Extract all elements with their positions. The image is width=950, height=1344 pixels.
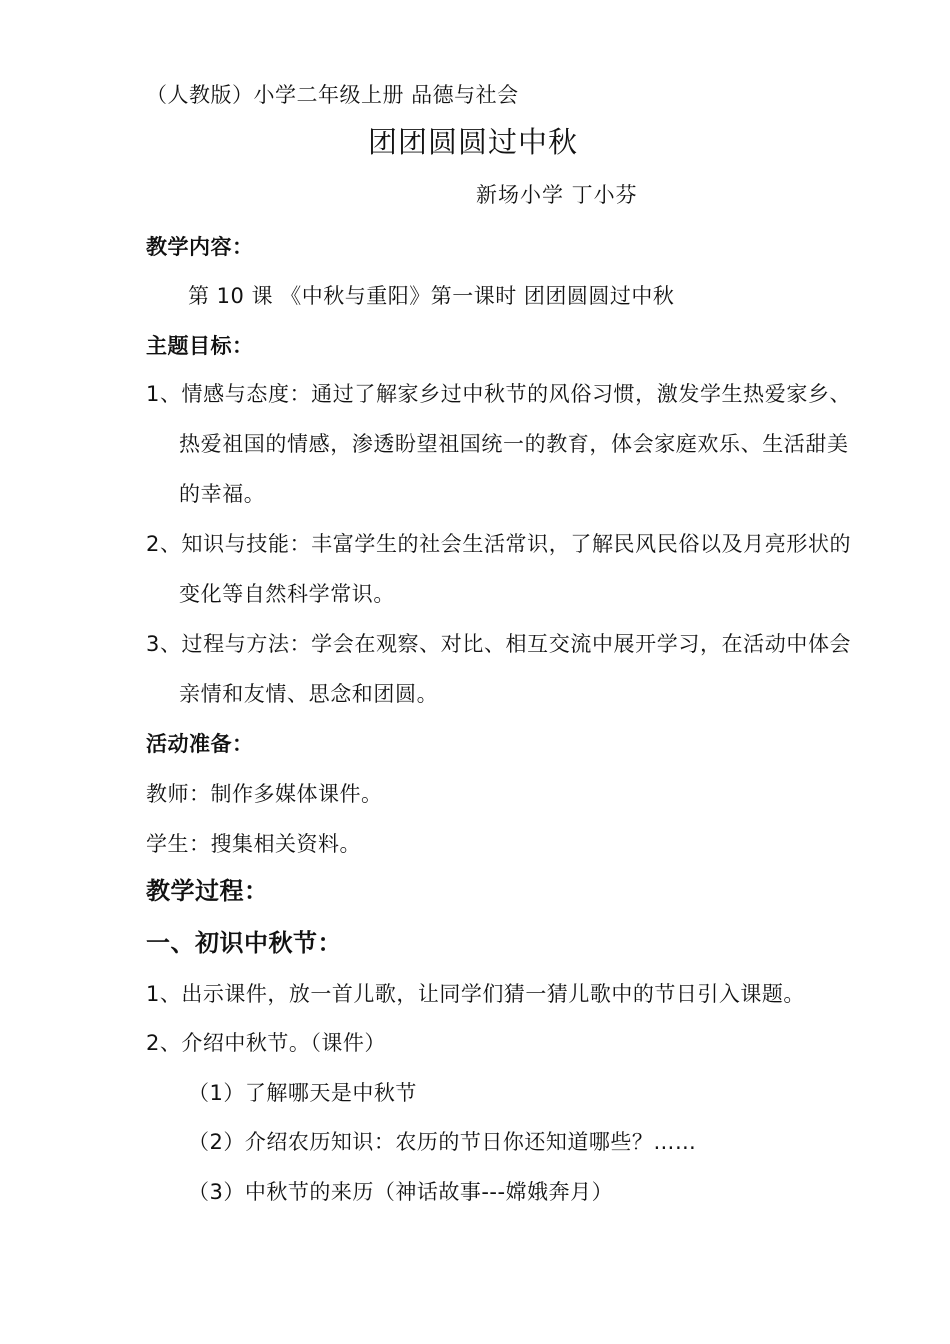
goal-item-3: 3、过程与方法：学会在观察、对比、相互交流中展开学习，在活动中体会亲情和友情、思念和团圆。 xyxy=(146,632,852,706)
author-line: 新场小学 丁小芬 xyxy=(476,183,638,207)
content-heading: 教学内容： xyxy=(146,235,254,259)
prep-student: 学生：搜集相关资料。 xyxy=(146,832,361,856)
content-text: 第 10 课 《中秋与重阳》第一课时 团团圆圆过中秋 xyxy=(188,284,675,308)
part1-item-1: 1、出示课件，放一首儿歌，让同学们猜一猜儿歌中的节日引入课题。 xyxy=(146,982,805,1006)
part1-item-2: 2、介绍中秋节。（课件） xyxy=(146,1031,386,1055)
process-heading: 教学过程： xyxy=(146,877,269,905)
part1-heading: 一、初识中秋节： xyxy=(146,929,342,957)
header-line: （人教版）小学二年级上册 品德与社会 xyxy=(146,83,519,107)
part1-subitem-2: （2）介绍农历知识：农历的节日你还知道哪些？…… xyxy=(188,1130,697,1154)
goal-item-1: 1、情感与态度：通过了解家乡过中秋节的风俗习惯，激发学生热爱家乡、热爱祖国的情感，渗透盼望祖国统一的教育，体会家庭欢乐、生活甜美的幸福。 xyxy=(146,382,852,506)
part1-subitem-3: （3）中秋节的来历（神话故事---嫦娥奔月） xyxy=(188,1180,614,1204)
goals-heading: 主题目标： xyxy=(146,334,254,358)
part1-subitem-1: （1）了解哪天是中秋节 xyxy=(188,1081,417,1105)
prep-heading: 活动准备： xyxy=(146,732,254,756)
goal-item-2: 2、知识与技能：丰富学生的社会生活常识，了解民风民俗以及月亮形状的变化等自然科学常识。 xyxy=(146,532,852,606)
prep-teacher: 教师：制作多媒体课件。 xyxy=(146,782,383,806)
document-title: 团团圆圆过中秋 xyxy=(368,125,579,159)
